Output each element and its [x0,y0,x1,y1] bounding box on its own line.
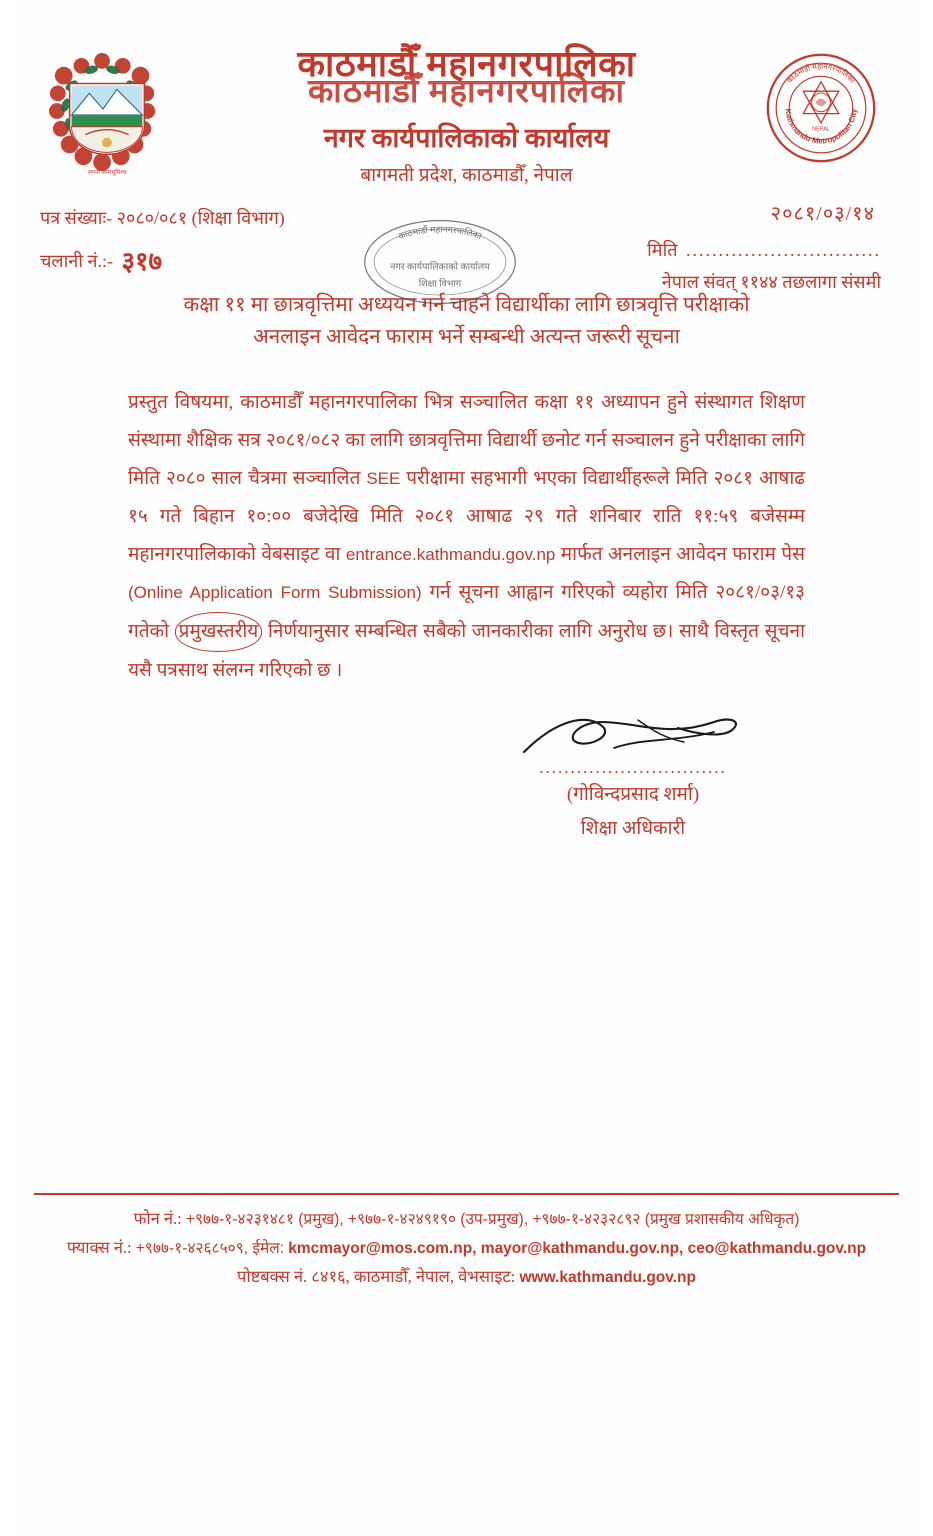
subject-line-1: कक्षा ११ मा छात्रवृत्तिमा अध्ययन गर्न चाहने विद्यार्थीका लागि छात्रवृत्ति परीक्षाको [183,294,750,316]
reference-block [0,200,933,293]
body-part-5: निर्णयानुसार सम्बन्धित सबैको जानकारीका लागि अनुरोध छ। साथै विस्तृत सूचना यसै पत्रसाथ संलग्न गरिएको छ । [128,620,805,681]
education-department-stamp [360,214,520,310]
miti-label: मिति [647,240,678,260]
scan-left-margin [0,0,12,1536]
letterhead [0,0,933,200]
subject-line-2: अनलाइन आवेदन फाराम भर्ने सम्बन्धी अत्यन्त जरूरी सूचना [253,325,680,348]
miti-dots: .............................. [686,240,881,260]
footer-website[interactable]: www.kathmandu.gov.np [519,1269,696,1287]
body-part-4: गर्न सूचना आह्वान गरिएको व्यहोरा मिति २०८१/०३/१३ गतेको [128,581,805,642]
signatory-name: (गोविन्दप्रसाद शर्मा) [566,783,700,805]
body-paragraph [128,384,805,690]
miti-row [647,234,881,266]
patra-sankhya-row [40,202,285,235]
nepal-government-emblem-icon [48,50,166,178]
notice-body [128,384,805,690]
handwritten-signature [483,708,783,764]
footer-divider [34,1193,899,1195]
svg-text:शिक्षा विभाग: शिक्षा विभाग [418,279,462,290]
signature-dotted-line: .............................. [539,757,727,777]
svg-text:जननी जन्मभूमिश्च: जननी जन्मभूमिश्च [87,169,127,176]
patra-sankhya-label: पत्र संख्याः- [40,208,113,228]
footer-postbox-line [0,1263,933,1292]
footer-email-list[interactable]: kmcmayor@mos.com.np, mayor@kathmandu.gov.np, ceo@kathmandu.gov.np [288,1240,867,1258]
organization-title: काठमाडौँ महानगरपालिका काठमाडौँ महानगरपालिका [200,44,733,84]
reference-left [40,202,285,283]
footer-postbox-value: ८४१६, काठमाडौँ, नेपाल, वेभसाइट: [311,1267,516,1287]
footer-fax-line [0,1234,933,1263]
nepal-sambat-line: नेपाल संवत् ११४४ तछलागा संसमी [661,272,881,293]
body-part-3: मार्फत अनलाइन आवेदन फाराम पेस [555,543,805,565]
footer-phone-value: +९७७-१-४२३१४८१ (प्रमुख), +९७७-१-४२४९१९० (उप-प्रमुख), +९७७-१-४२३२८९२ (प्रमुख प्रशासकीय अधिकृत) [185,1211,800,1229]
signatory-designation: शिक्षा अधिकारी [580,817,686,839]
body-part-2: परीक्षामा सहभागी भएका विद्यार्थीहरूले मिति २०८१ आषाढ १५ गते बिहान १०:०० बजेदेखि मिति २०८१ आषाढ २९ गते शनिबार राति ११:५९ बजेसम्म महानगरपालिकाको वेबसाइट वा [128,467,805,565]
office-title: नगर कार्यपालिकाको कार्यालय [323,123,610,154]
footer-postbox-label: पोष्टबक्स नं. [236,1267,308,1287]
chalani-row [40,235,285,283]
signature-block [0,708,933,839]
body-part-1: प्रस्तुत विषयमा, काठमाडौँ महानगरपालिका भित्र सञ्चालित कक्षा ११ अध्यापन हुने संस्थागत शिक्षण संस्थामा शैक्षिक सत्र २०८१/०८२ का लागि छात्रवृत्तिमा विद्यार्थी छनोट गर्न सञ्चालन हुने परीक्षाका लागि मिति २०८० साल चैत्रमा सञ्चालित [128,391,805,489]
letter-footer [0,1193,933,1292]
footer-fax-value: +९७७-१-४२६८५०९, ईमेल: [135,1240,285,1258]
svg-text:नगर कार्यपालिकाको कार्यालय: नगर कार्यपालिकाको कार्यालय [390,262,490,273]
svg-text:काठमाडौं महानगरपालिका: काठमाडौं महानगरपालिका [785,61,857,85]
svg-text:काठमाडौं महानगरपालिका: काठमाडौं महानगरपालिका [397,224,483,242]
chalani-value: ३१७ [121,247,162,277]
province-line: बागमती प्रदेश, काठमाडौँ, नेपाल [360,164,573,186]
issue-date-bs: २०८१/०३/१४ [770,203,875,225]
footer-fax-label: फ्याक्स नं.: [66,1238,132,1258]
footer-phone-label: फोन नं.: [133,1209,182,1229]
circled-decision-word: प्रमुखस्तरीय [175,612,263,652]
letterhead-titles [200,44,733,187]
svg-text:Kathmandu Metropolitan City: Kathmandu Metropolitan City [783,108,859,146]
organization-title-misprint: काठमाडौँ महानगरपालिका [307,74,626,110]
online-application-form-submission-label: (Online Application Form Submission) [128,582,422,602]
patra-sankhya-value: २०८०/०८१ (शिक्षा विभाग) [116,208,285,228]
see-exam-label: SEE [366,468,401,488]
scan-right-margin [921,0,933,1536]
footer-phone-line [0,1205,933,1234]
reference-right [647,196,881,299]
chalani-label: चलानी नं.:- [40,251,113,272]
svg-text:NEPAL: NEPAL [812,126,830,133]
portal-url: entrance.kathmandu.gov.np [345,544,556,564]
kmc-official-round-seal [765,52,877,164]
